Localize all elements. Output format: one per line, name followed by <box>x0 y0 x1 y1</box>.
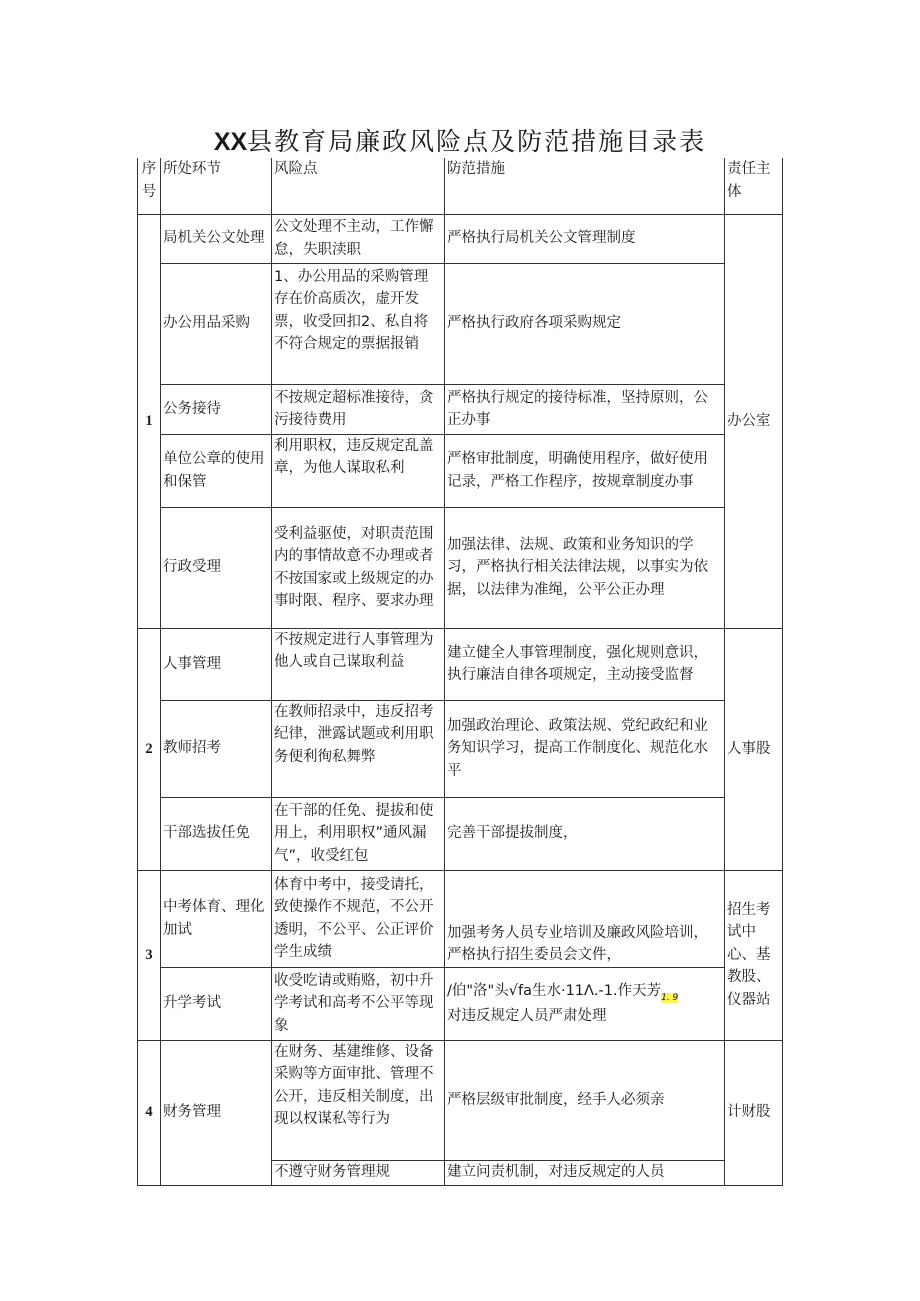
table-row <box>138 967 783 1040</box>
risk-table <box>137 158 783 1186</box>
header-owner: 责任主体 <box>725 158 783 214</box>
seq-cell: 1 <box>138 214 161 628</box>
table-row <box>138 214 783 263</box>
measure-cell: 加强政治理论、政策法规、党纪政纪和业务知识学习，提高工作制度化、规范化水平 <box>445 700 725 797</box>
measure-cell: 建立健全人事管理制度，强化规则意识，执行廉洁自律各项规定，主动接受监督 <box>445 628 725 700</box>
link-cell: 财务管理 <box>161 1040 272 1185</box>
header-seq: 序号 <box>138 158 161 214</box>
owner-cell: 人事股 <box>725 628 783 870</box>
link-cell: 干部选拔任免 <box>161 797 272 870</box>
measure-cell: 严格执行局机关公文管理制度 <box>445 214 725 263</box>
risk-cell: 在财务、基建维修、设备采购等方面审批、管理不公开，违反相关制度，出现以权谋私等行为 <box>272 1040 445 1160</box>
risk-cell: 不按规定进行人事管理为他人或自己谋取利益 <box>272 628 445 700</box>
owner-cell: 计财股 <box>725 1040 783 1185</box>
table-row <box>138 1040 783 1160</box>
link-cell: 局机关公文处理 <box>161 214 272 263</box>
risk-cell: 受利益驱使，对职责范围内的事情故意不办理或者不按国家或上级规定的办事时限、程序、要求办理 <box>272 507 445 628</box>
measure-cell: 严格审批制度，明确使用程序，做好使用记录，严格工作程序，按规章制度办事 <box>445 434 725 507</box>
measure-text: 对违反规定人员严肃处理 <box>447 1007 607 1024</box>
header-risk: 风险点 <box>272 158 445 214</box>
risk-cell: 不遵守财务管理规 <box>272 1160 445 1185</box>
risk-cell: 公文处理不主动，工作懈怠，失职渎职 <box>272 214 445 263</box>
owner-cell: 招生考试中心、基教股、仪器站 <box>725 870 783 1040</box>
measure-cell <box>445 967 725 1040</box>
measure-cell: 加强法律、法规、政策和业务知识的学习，严格执行相关法律法规，以事实为依据，以法律为准绳，公平公正办理 <box>445 507 725 628</box>
link-cell: 升学考试 <box>161 967 272 1040</box>
risk-cell: 1、办公用品的采购管理存在价高质次，虚开发票，收受回扣2、私自将不符合规定的票据报销 <box>272 263 445 384</box>
seq-cell: 4 <box>138 1040 161 1185</box>
table-row <box>138 263 783 384</box>
measure-cell: 严格执行规定的接待标准，坚持原则，公正办事 <box>445 384 725 434</box>
risk-cell: 收受吃请或贿赂，初中升学考试和高考不公平等现象 <box>272 967 445 1040</box>
owner-cell: 办公室 <box>725 214 783 628</box>
risk-cell: 利用职权，违反规定乱盖章，为他人谋取私利 <box>272 434 445 507</box>
header-measure: 防范措施 <box>445 158 725 214</box>
risk-cell: 不按规定超标准接待，贪污接待费用 <box>272 384 445 434</box>
link-cell: 中考体育、理化加试 <box>161 870 272 967</box>
link-cell: 人事管理 <box>161 628 272 700</box>
seq-cell: 2 <box>138 628 161 870</box>
link-cell: 行政受理 <box>161 507 272 628</box>
measure-cell: 建立问责机制，对违反规定的人员 <box>445 1160 725 1185</box>
measure-cell: 加强考务人员专业培训及廉政风险培训，严格执行招生委员会文件， <box>445 870 725 967</box>
page-title: XX县教育局廉政风险点及防范措施目录表 <box>213 127 707 156</box>
seq-cell: 3 <box>138 870 161 1040</box>
measure-cell: 严格执行政府各项采购规定 <box>445 263 725 384</box>
table-row <box>138 507 783 628</box>
measure-cell: 完善干部提拔制度， <box>445 797 725 870</box>
link-cell: 公务接待 <box>161 384 272 434</box>
table-row <box>138 700 783 797</box>
garbled-text-line: /伯"洛"头√fa生水·11Λ.-1.作天芳$_{1. 9}$ <box>447 983 679 1003</box>
risk-cell: 在干部的任免、提拔和使用上，利用职权”通风漏气”，收受红包 <box>272 797 445 870</box>
risk-cell: 体育中考中，接受请托，致使操作不规范，不公开透明，不公平、公正评价学生成绩 <box>272 870 445 967</box>
table-row <box>138 870 783 967</box>
measure-cell: 严格层级审批制度，经手人必须亲 <box>445 1040 725 1160</box>
table-row <box>138 628 783 700</box>
table-row <box>138 384 783 434</box>
header-link: 所处环节 <box>161 158 272 214</box>
link-cell: 教师招考 <box>161 700 272 797</box>
link-cell: 办公用品采购 <box>161 263 272 384</box>
link-cell: 单位公章的使用和保管 <box>161 434 272 507</box>
risk-cell: 在教师招录中，违反招考纪律，泄露试题或利用职务便利徇私舞弊 <box>272 700 445 797</box>
table-row <box>138 797 783 870</box>
superscript-note: 1. 9 <box>661 993 679 1003</box>
table-row <box>138 434 783 507</box>
header-row <box>138 158 783 214</box>
